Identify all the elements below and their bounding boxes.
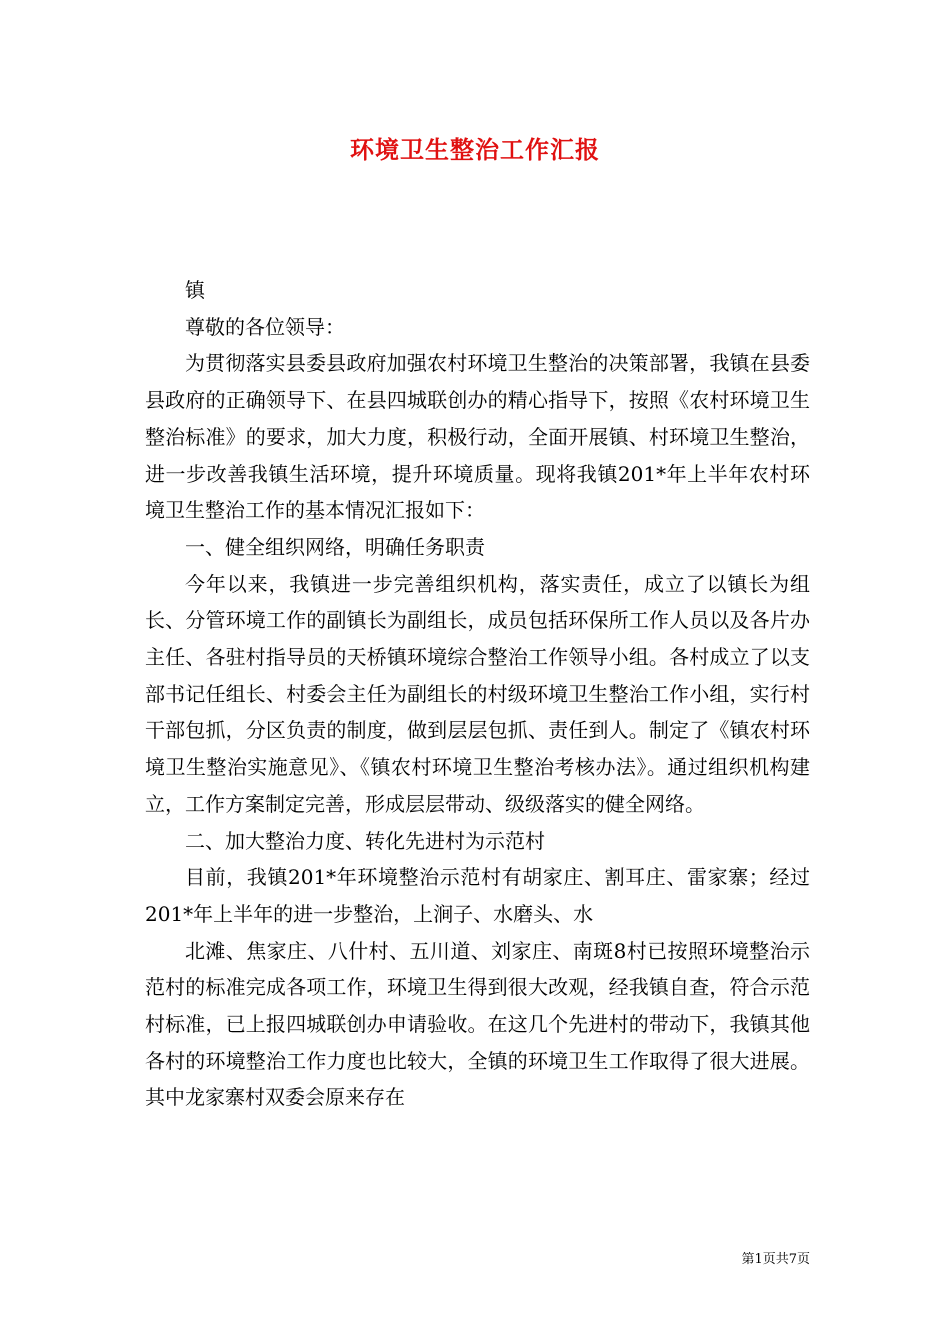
paragraph-salutation: 尊敬的各位领导： — [185, 314, 345, 339]
section-heading-1: 一、健全组织网络，明确任务职责 — [185, 534, 485, 559]
section-heading-2: 二、加大整治力度、转化先进村为示范村 — [185, 828, 545, 853]
page-number: 第1页共7页 — [741, 1252, 810, 1267]
paragraph-section-2a: 目前，我镇201*年环境整治示范村有胡家庄、割耳庄、雷家寨；经过201*年上半年的进一步整治，上涧子、水磨头、水 — [145, 865, 810, 926]
page-title: 环境卫生整治工作汇报 — [350, 135, 600, 164]
paragraph-section-2b: 北滩、焦家庄、八什村、五川道、刘家庄、南斑8村已按照环境整治示范村的标准完成各项工作，环境卫生得到很大改观，经我镇自查，符合示范村标准，已上报四城联创办申请验收。在这几个先进村的带动下，我镇其他各村的环境整治工作力度也比较大，全镇的环境卫生工作取得了很大进展。其中龙家寨村双委会原来存在 — [145, 938, 810, 1110]
document-body — [145, 272, 810, 1116]
paragraph-section-1: 今年以来，我镇进一步完善组织机构，落实责任，成立了以镇长为组长、分管环境工作的副镇长为副组长，成员包括环保所工作人员以及各片办主任、各驻村指导员的天桥镇环境综合整治工作领导小组。各村成立了以支部书记任组长、村委会主任为副组长的村级环境卫生整治工作小组，实行村干部包抓，分区负责的制度，做到层层包抓、责任到人。制定了《镇农村环境卫生整治实施意见》、《镇农村环境卫生整治考核办法》。通过组织机构建立，工作方案制定完善，形成层层带动、级级落实的健全网络。 — [145, 571, 810, 816]
paragraph-town: 镇 — [185, 278, 205, 302]
paragraph-intro: 为贯彻落实县委县政府加强农村环境卫生整治的决策部署，我镇在县委县政府的正确领导下、在县四城联创办的精心指导下，按照《农村环境卫生整治标准》的要求，加大力度，积极行动，全面开展镇、村环境卫生整治，进一步改善我镇生活环境，提升环境质量。现将我镇201*年上半年农村环境卫生整治工作的基本情况汇报如下： — [145, 351, 810, 523]
